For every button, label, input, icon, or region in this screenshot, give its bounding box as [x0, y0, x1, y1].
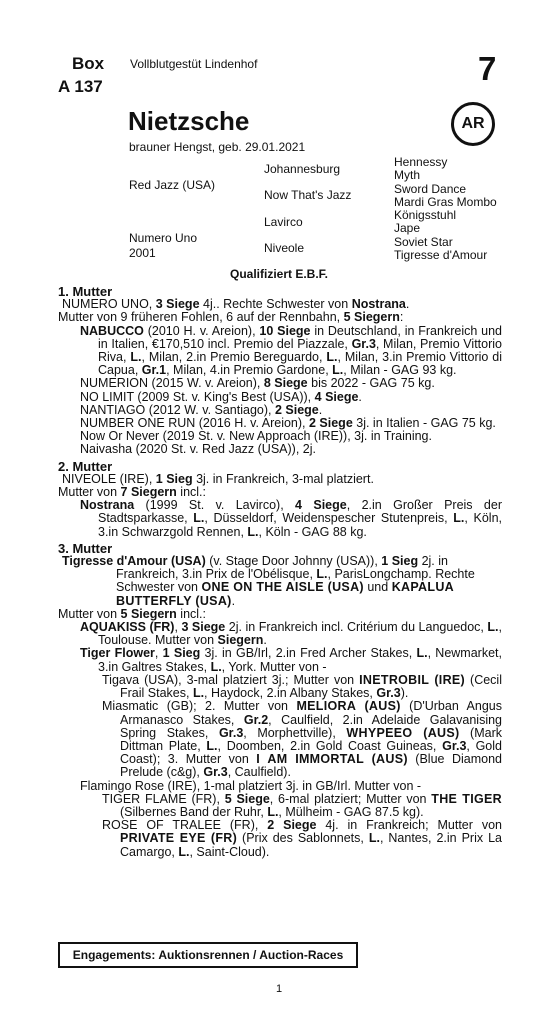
third-dam-produce-intro: Mutter von 5 Siegern incl.:	[58, 606, 206, 621]
horse-name: Nietzsche	[128, 106, 250, 136]
section-heading-1: 1. Mutter	[58, 284, 113, 299]
pedigree-sire: Red Jazz (USA)	[129, 178, 216, 192]
second-dam-produce-intro: Mutter von 7 Siegern incl.:	[58, 485, 206, 500]
pedigree-gen3-4: Mardi Gras Mombo	[394, 195, 497, 209]
page-number: 1	[275, 983, 283, 995]
ar-badge: AR	[451, 102, 495, 146]
produce-entry: Flamingo Rose (IRE), 1-mal platziert 3j. in GB/Irl. Mutter von -	[80, 778, 422, 793]
pedigree-gen3-3: Sword Dance	[394, 182, 467, 196]
pedigree-notes	[58, 285, 502, 859]
pedigree-gen3-6: Jape	[394, 221, 421, 235]
pedigree-dam-year: 2001	[129, 246, 156, 260]
produce-entry: NABUCCO (2010 H. v. Areion), 10 Siege in Deutschland, in Frankreich und in Italien, €170,510 incl. Premio del Piazzale, Gr.3, Milan, Premio Vittorio Riva, L., Milan, 2.in Premio Bereguardo, L., Milan, 3.in Premio Vittorio di Capua, Gr.1, Milan, 4.in Premio Gardone, L., Milan - GAG 93 kg.	[80, 323, 502, 378]
produce-entry: Naivasha (2020 St. v. Red Jazz (USA)), 2j.	[80, 442, 316, 457]
produce-entry: ROSE OF TRALEE (FR), 2 Siege 4j. in Frankreich; Mutter von PRIVATE EYE (FR) (Prix des Sablonnets, L., Nantes, 2.in Prix La Camargo, L., Saint-Cloud).	[102, 818, 502, 859]
pedigree-gen3-7: Soviet Star	[394, 235, 453, 249]
produce-entry: TIGER FLAME (FR), 5 Siege, 6-mal platziert; Mutter von THE TIGER (Silbernes Band der Ruhr, L., Mülheim - GAG 87.5 kg).	[102, 791, 502, 819]
pedigree-dam: Numero Uno	[129, 231, 198, 245]
box-number: A 137	[58, 77, 103, 96]
pedigree-gen3-5: Königsstuhl	[394, 208, 457, 222]
pedigree-gen3-8: Tigresse d'Amour	[394, 248, 488, 262]
third-dam-entry: Tigresse d'Amour (USA) (v. Stage Door Johnny (USA)), 1 Sieg 2j. in Frankreich, 3.in Prix de l'Obélisque, L., ParisLongchamp. Rechte Schwester von ONE ON THE AISLE (USA) und KAPALUA BUTTERFLY (USA).	[62, 554, 475, 608]
produce-entry: Tiger Flower, 1 Sieg 3j. in GB/Irl, 2.in Fred Archer Stakes, L., Newmarket, 3.in Galtres Stakes, L., York. Mutter von -	[80, 646, 502, 674]
second-dam-entry: NIVEOLE (IRE), 1 Sieg 3j. in Frankreich, 3-mal platziert.	[62, 471, 374, 486]
pedigree-gen2-1: Johannesburg	[264, 162, 341, 176]
qualification: Qualifiziert E.B.F.	[229, 267, 328, 281]
section-heading-3: 3. Mutter	[58, 540, 113, 556]
section-heading-2: 2. Mutter	[58, 458, 113, 474]
produce-entry: AQUAKISS (FR), 3 Siege 2j. in Frankreich incl. Critérium du Languedoc, L., Toulouse. Mutter von Siegern.	[80, 620, 502, 648]
dam-entry: NUMERO UNO, 3 Siege 4j.. Rechte Schwester von Nostrana.	[62, 297, 410, 312]
produce-entry: Nostrana (1999 St. v. Lavirco), 4 Siege, 2.in Großer Preis der Stadtsparkasse, L., Düsseldorf, Weidenspescher Stutenpreis, L., Köln, 3.in Schwarzgold Rennen, L., Köln - GAG 88 kg.	[80, 498, 503, 539]
produce-entry: Tigava (USA), 3-mal platziert 3j.; Mutter von INETROBIL (IRE) (Cecil Frail Stakes, L., Haydock, 2.in Albany Stakes, Gr.3).	[102, 672, 502, 701]
pedigree-gen3-2: Myth	[394, 168, 421, 182]
produce-entry: NO LIMIT (2009 St. v. King's Best (USA)), 4 Siege.	[80, 389, 362, 404]
produce-entry: NANTIAGO (2012 W. v. Santiago), 2 Siege.	[80, 402, 323, 417]
lot-number: 7	[478, 50, 497, 87]
dam-produce-intro: Mutter von 9 früheren Fohlen, 6 auf der Rennbahn, 5 Siegern:	[58, 310, 404, 325]
pedigree-gen2-3: Lavirco	[264, 215, 303, 229]
produce-entry: Now Or Never (2019 St. v. New Approach (IRE)), 3j. in Training.	[80, 429, 432, 444]
breeder-name: Vollblutgestüt Lindenhof	[130, 57, 258, 71]
engagements-box: Engagements: Auktionsrennen / Auction-Races	[58, 942, 358, 968]
produce-entry: NUMBER ONE RUN (2016 H. v. Areion), 2 Siege 3j. in Italien - GAG 75 kg.	[80, 416, 496, 431]
produce-entry: Miasmatic (GB); 2. Mutter von MELIORA (AUS) (D'Urban Angus Armanasco Stakes, Gr.2, Caulfield, 2.in Adelaide Galavanising Spring Stakes, Gr.3, Morphettville), WHYPEEO (AUS) (Mark Dittman Plate, L., Doomben, 2.in Gold Coast Guineas, Gr.3, Gold Coast); 3. Mutter von I AM IMMORTAL (AUS) (Blue Diamond Prelude (c&g), Gr.3, Caulfield).	[102, 699, 503, 780]
produce-entry: NUMERION (2015 W. v. Areion), 8 Siege bis 2022 - GAG 75 kg.	[80, 376, 435, 391]
pedigree-gen2-4: Niveole	[264, 241, 305, 255]
pedigree-gen2-2: Now That's Jazz	[264, 188, 352, 202]
pedigree-gen3-1: Hennessy	[394, 155, 448, 169]
box-label: Box	[72, 54, 105, 73]
horse-description: brauner Hengst, geb. 29.01.2021	[129, 140, 306, 154]
